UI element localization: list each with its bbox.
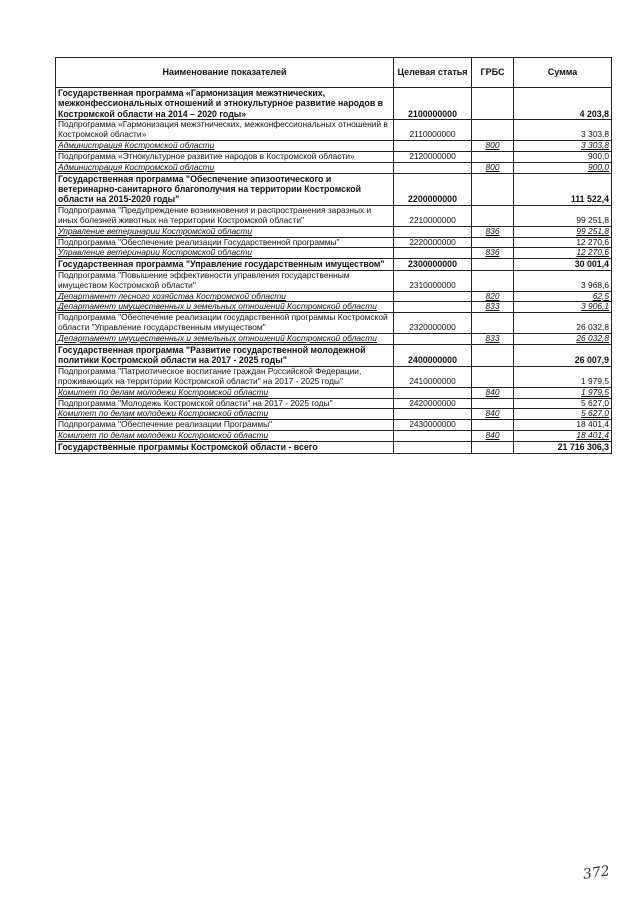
page-number: 372 — [582, 863, 611, 883]
table-row — [56, 120, 612, 141]
cell-target-article: 2400000000 — [394, 345, 472, 367]
table-row — [56, 420, 612, 431]
cell-sum: 30 001,4 — [514, 259, 612, 270]
table-row — [56, 151, 612, 162]
cell-grbs: 833 — [472, 334, 514, 345]
cell-grbs — [472, 151, 514, 162]
table-header-row — [56, 58, 612, 88]
cell-grbs: 820 — [472, 291, 514, 302]
cell-name: Подпрограмма "Обеспечение реализации Государственной программы" — [56, 237, 394, 248]
cell-target-article — [394, 334, 472, 345]
cell-grbs — [472, 313, 514, 334]
table-row — [56, 259, 612, 270]
cell-grbs — [472, 173, 514, 205]
table-row — [56, 409, 612, 420]
cell-grbs — [472, 259, 514, 270]
table-row — [56, 270, 612, 291]
cell-grbs: 800 — [472, 140, 514, 151]
header-name: Наименование показателей — [56, 58, 394, 88]
cell-target-article — [394, 291, 472, 302]
cell-grbs: 836 — [472, 248, 514, 259]
cell-sum: 900,0 — [514, 162, 612, 173]
cell-sum: 99 251,8 — [514, 205, 612, 226]
table-body — [56, 88, 612, 454]
cell-grbs — [472, 270, 514, 291]
cell-target-article: 2420000000 — [394, 398, 472, 409]
cell-grbs: 800 — [472, 162, 514, 173]
budget-table-sheet — [55, 57, 611, 454]
cell-grbs — [472, 442, 514, 453]
cell-name: Подпрограмма «Гармонизация межэтнических, межконфессиональных отношений в Костромской области» — [56, 120, 394, 141]
cell-name: Подпрограмма "Молодежь Костромской области" на 2017 - 2025 годы" — [56, 398, 394, 409]
cell-name: Департамент имущественных и земельных отношений Костромской области — [56, 302, 394, 313]
cell-sum: 111 522,4 — [514, 173, 612, 205]
cell-target-article — [394, 442, 472, 453]
budget-table — [55, 57, 612, 454]
cell-grbs — [472, 420, 514, 431]
cell-target-article: 2410000000 — [394, 366, 472, 387]
table-row — [56, 345, 612, 367]
cell-name: Комитет по делам молодежи Костромской области — [56, 431, 394, 442]
cell-sum: 26 032,8 — [514, 334, 612, 345]
cell-target-article: 2320000000 — [394, 313, 472, 334]
cell-sum: 1 979,5 — [514, 387, 612, 398]
cell-name: Подпрограмма "Повышение эффективности управления государственным имуществом Костромской области" — [56, 270, 394, 291]
cell-sum: 5 627,0 — [514, 409, 612, 420]
cell-grbs — [472, 120, 514, 141]
table-row — [56, 173, 612, 205]
cell-name: Подпрограмма "Предупреждение возникновения и распространения заразных и иных болезней животных на территории Костромской области" — [56, 205, 394, 226]
cell-sum: 26 007,9 — [514, 345, 612, 367]
cell-name: Администрация Костромской области — [56, 162, 394, 173]
cell-target-article: 2220000000 — [394, 237, 472, 248]
cell-target-article: 2110000000 — [394, 120, 472, 141]
cell-grbs — [472, 398, 514, 409]
cell-sum: 26 032,8 — [514, 313, 612, 334]
cell-target-article — [394, 140, 472, 151]
cell-sum: 3 303,8 — [514, 140, 612, 151]
cell-target-article — [394, 431, 472, 442]
table-row — [56, 205, 612, 226]
header-grbs: ГРБС — [472, 58, 514, 88]
cell-sum: 1 979,5 — [514, 366, 612, 387]
cell-grbs — [472, 205, 514, 226]
cell-name: Государственные программы Костромской области - всего — [56, 442, 394, 453]
table-row — [56, 291, 612, 302]
cell-name: Подпрограмма "Обеспечение реализации государственной программы Костромской области "Управление государственным имуществом" — [56, 313, 394, 334]
cell-target-article: 2200000000 — [394, 173, 472, 205]
cell-name: Комитет по делам молодежи Костромской области — [56, 409, 394, 420]
table-row — [56, 442, 612, 453]
cell-name: Государственная программа "Обеспечение эпизоотического и ветеринарно-санитарного благополучия на территории Костромской области на 2015-2020 годы" — [56, 173, 394, 205]
cell-target-article: 2300000000 — [394, 259, 472, 270]
cell-sum: 3 968,6 — [514, 270, 612, 291]
header-target-article: Целевая статья — [394, 58, 472, 88]
cell-target-article — [394, 409, 472, 420]
table-row — [56, 387, 612, 398]
cell-target-article — [394, 302, 472, 313]
cell-name: Управление ветеринарии Костромской области — [56, 248, 394, 259]
cell-grbs: 840 — [472, 409, 514, 420]
cell-name: Администрация Костромской области — [56, 140, 394, 151]
table-row — [56, 237, 612, 248]
cell-grbs — [472, 237, 514, 248]
cell-grbs: 840 — [472, 387, 514, 398]
cell-target-article: 2210000000 — [394, 205, 472, 226]
table-row — [56, 334, 612, 345]
cell-target-article — [394, 387, 472, 398]
cell-name: Государственная программа "Развитие государственной молодежной политики Костромской области на 2017 - 2025 годы" — [56, 345, 394, 367]
table-row — [56, 248, 612, 259]
cell-grbs: 840 — [472, 431, 514, 442]
table-row — [56, 162, 612, 173]
cell-name: Департамент имущественных и земельных отношений Костромской области — [56, 334, 394, 345]
table-row — [56, 431, 612, 442]
cell-sum: 18 401,4 — [514, 431, 612, 442]
cell-name: Государственная программа «Гармонизация межэтнических, межконфессиональных отношений и этнокультурное развитие народов в Костромской области на 2014 – 2020 годы» — [56, 88, 394, 120]
cell-grbs — [472, 88, 514, 120]
cell-name: Государственная программа "Управление государственным имуществом" — [56, 259, 394, 270]
cell-name: Департамент лесного хозяйства Костромской области — [56, 291, 394, 302]
cell-sum: 5 627,0 — [514, 398, 612, 409]
cell-target-article: 2310000000 — [394, 270, 472, 291]
cell-sum: 12 270,6 — [514, 248, 612, 259]
cell-sum: 3 303,8 — [514, 120, 612, 141]
cell-name: Подпрограмма "Патриотическое воспитание граждан Российской Федерации, проживающих на территории Костромской области" на 2017 - 2025 годы" — [56, 366, 394, 387]
table-row — [56, 88, 612, 120]
cell-sum: 4 203,8 — [514, 88, 612, 120]
cell-grbs: 836 — [472, 226, 514, 237]
header-sum: Сумма — [514, 58, 612, 88]
cell-sum: 12 270,6 — [514, 237, 612, 248]
table-row — [56, 302, 612, 313]
cell-target-article: 2100000000 — [394, 88, 472, 120]
cell-grbs: 833 — [472, 302, 514, 313]
table-row — [56, 226, 612, 237]
cell-sum: 99 251,8 — [514, 226, 612, 237]
cell-sum: 3 906,1 — [514, 302, 612, 313]
cell-target-article: 2430000000 — [394, 420, 472, 431]
cell-sum: 18 401,4 — [514, 420, 612, 431]
table-row — [56, 398, 612, 409]
table-row — [56, 366, 612, 387]
cell-target-article — [394, 226, 472, 237]
cell-grbs — [472, 366, 514, 387]
cell-name: Управление ветеринарии Костромской области — [56, 226, 394, 237]
cell-name: Подпрограмма "Обеспечение реализации Программы" — [56, 420, 394, 431]
table-row — [56, 313, 612, 334]
cell-grbs — [472, 345, 514, 367]
cell-sum: 21 716 306,3 — [514, 442, 612, 453]
cell-target-article — [394, 248, 472, 259]
cell-target-article: 2120000000 — [394, 151, 472, 162]
cell-name: Подпрограмма «Этнокультурное развитие народов в Костромской области» — [56, 151, 394, 162]
cell-target-article — [394, 162, 472, 173]
cell-name: Комитет по делам молодежи Костромской области — [56, 387, 394, 398]
cell-sum: 62,5 — [514, 291, 612, 302]
table-row — [56, 140, 612, 151]
cell-sum: 900,0 — [514, 151, 612, 162]
